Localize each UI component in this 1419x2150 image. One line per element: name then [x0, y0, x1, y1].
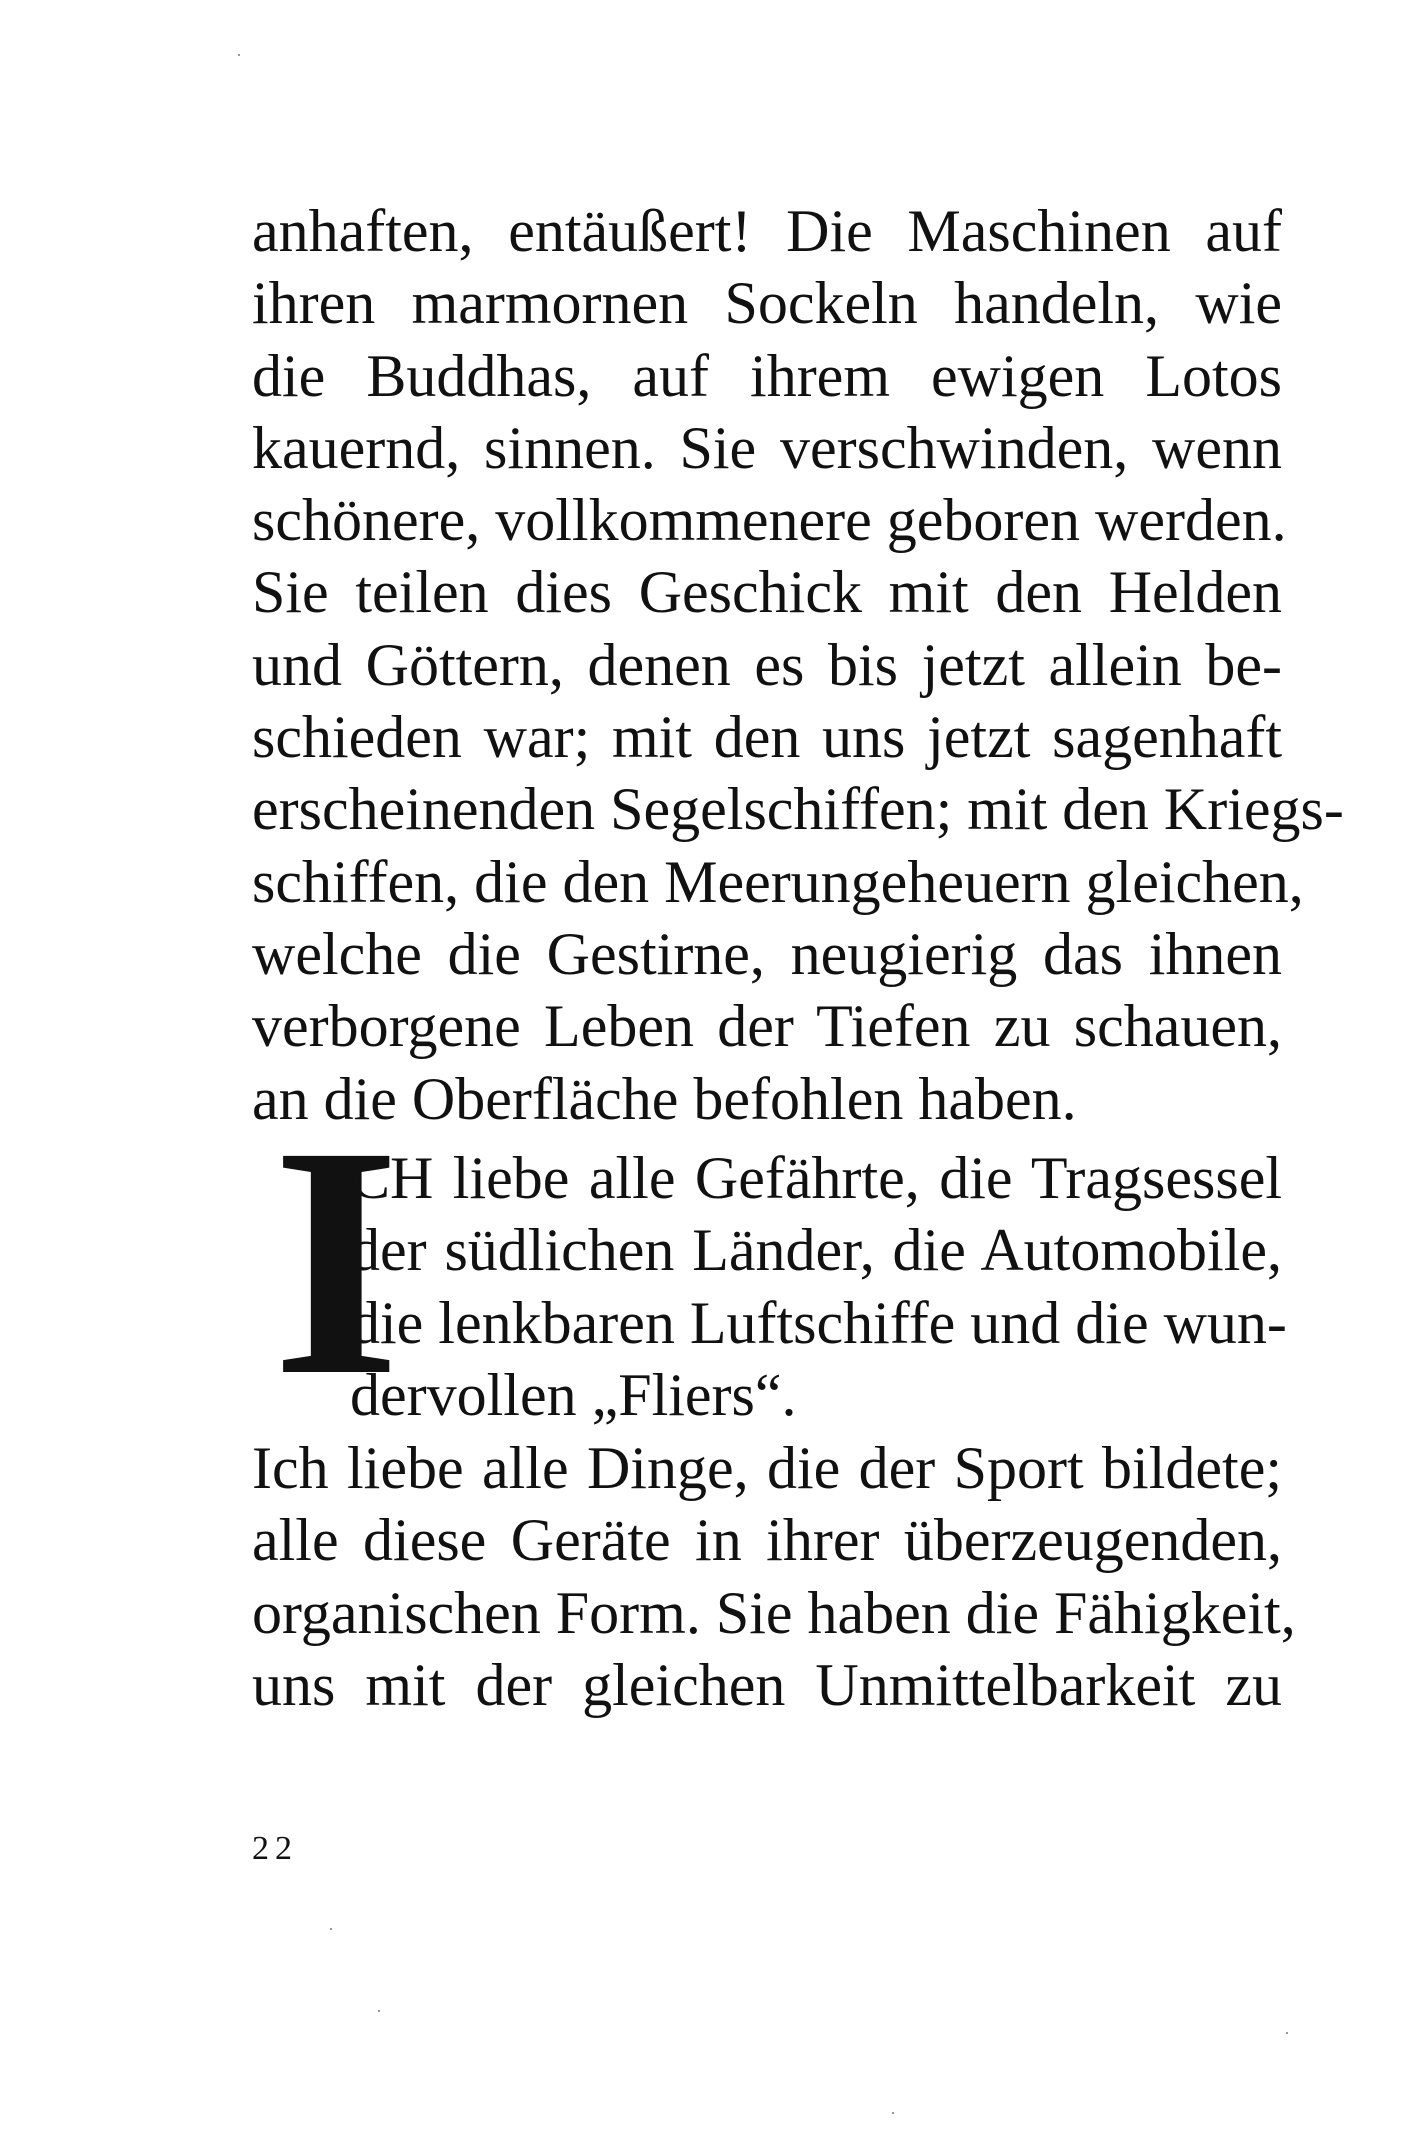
text-line: der südlichen Länder, die Automobile, [350, 1217, 1282, 1284]
text-line: schönere, vollkommenere geboren werden. [252, 487, 1287, 554]
text-line: schieden war; mit den uns jetzt sagenhaft [252, 704, 1282, 771]
paper-speck [1286, 2032, 1288, 2034]
initial-paragraph-lines [350, 1142, 1287, 1431]
page-number: 22 [252, 1830, 298, 1867]
text-line: uns mit der gleichen Unmittelbarkeit zu [252, 1651, 1282, 1718]
text-line: die Buddhas, auf ihrem ewigen Lotos [252, 342, 1282, 409]
paper-speck [330, 1928, 332, 1930]
text-line: schiffen, die den Meerungeheuern gleichen, [252, 848, 1304, 915]
paragraph-bottom [252, 1432, 1296, 1721]
text-line: und Göttern, denen es bis jetzt allein be- [252, 631, 1282, 698]
text-line: anhaften, entäußert! Die Maschinen auf [252, 198, 1282, 264]
text-line: die lenkbaren Luftschiffe und die wun- [350, 1289, 1287, 1356]
text-line: verborgene Leben der Tiefen zu schauen, [252, 993, 1282, 1060]
text-line: erscheinenden Segelschiffen; mit den Kriegs- [252, 776, 1344, 843]
text-line: ihren marmornen Sockeln handeln, wie [252, 270, 1282, 337]
text-line: Ich liebe alle Dinge, die der Sport bildete; [252, 1435, 1282, 1501]
drop-initial: I [272, 1079, 401, 1444]
text-line: kauernd, sinnen. Sie verschwinden, wenn [252, 414, 1282, 481]
text-line: organischen Form. Sie haben die Fähigkeit, [252, 1579, 1296, 1646]
text-line: welche die Gestirne, neugierig das ihnen [252, 920, 1282, 987]
text-line: dervollen „Fliers“. [350, 1361, 797, 1428]
paper-speck [892, 2112, 894, 2114]
paragraph-top [252, 195, 1344, 1135]
text-line: Sie teilen dies Geschick mit den Helden [252, 559, 1282, 626]
text-line: alle diese Geräte in ihrer überzeugenden, [252, 1507, 1282, 1574]
text-line: an die Oberfläche befohlen haben. [252, 1065, 1077, 1132]
paper-speck [378, 2010, 380, 2012]
paper-speck [238, 54, 240, 56]
text-line: CH liebe alle Gefährte, die Tragsessel [350, 1145, 1282, 1211]
